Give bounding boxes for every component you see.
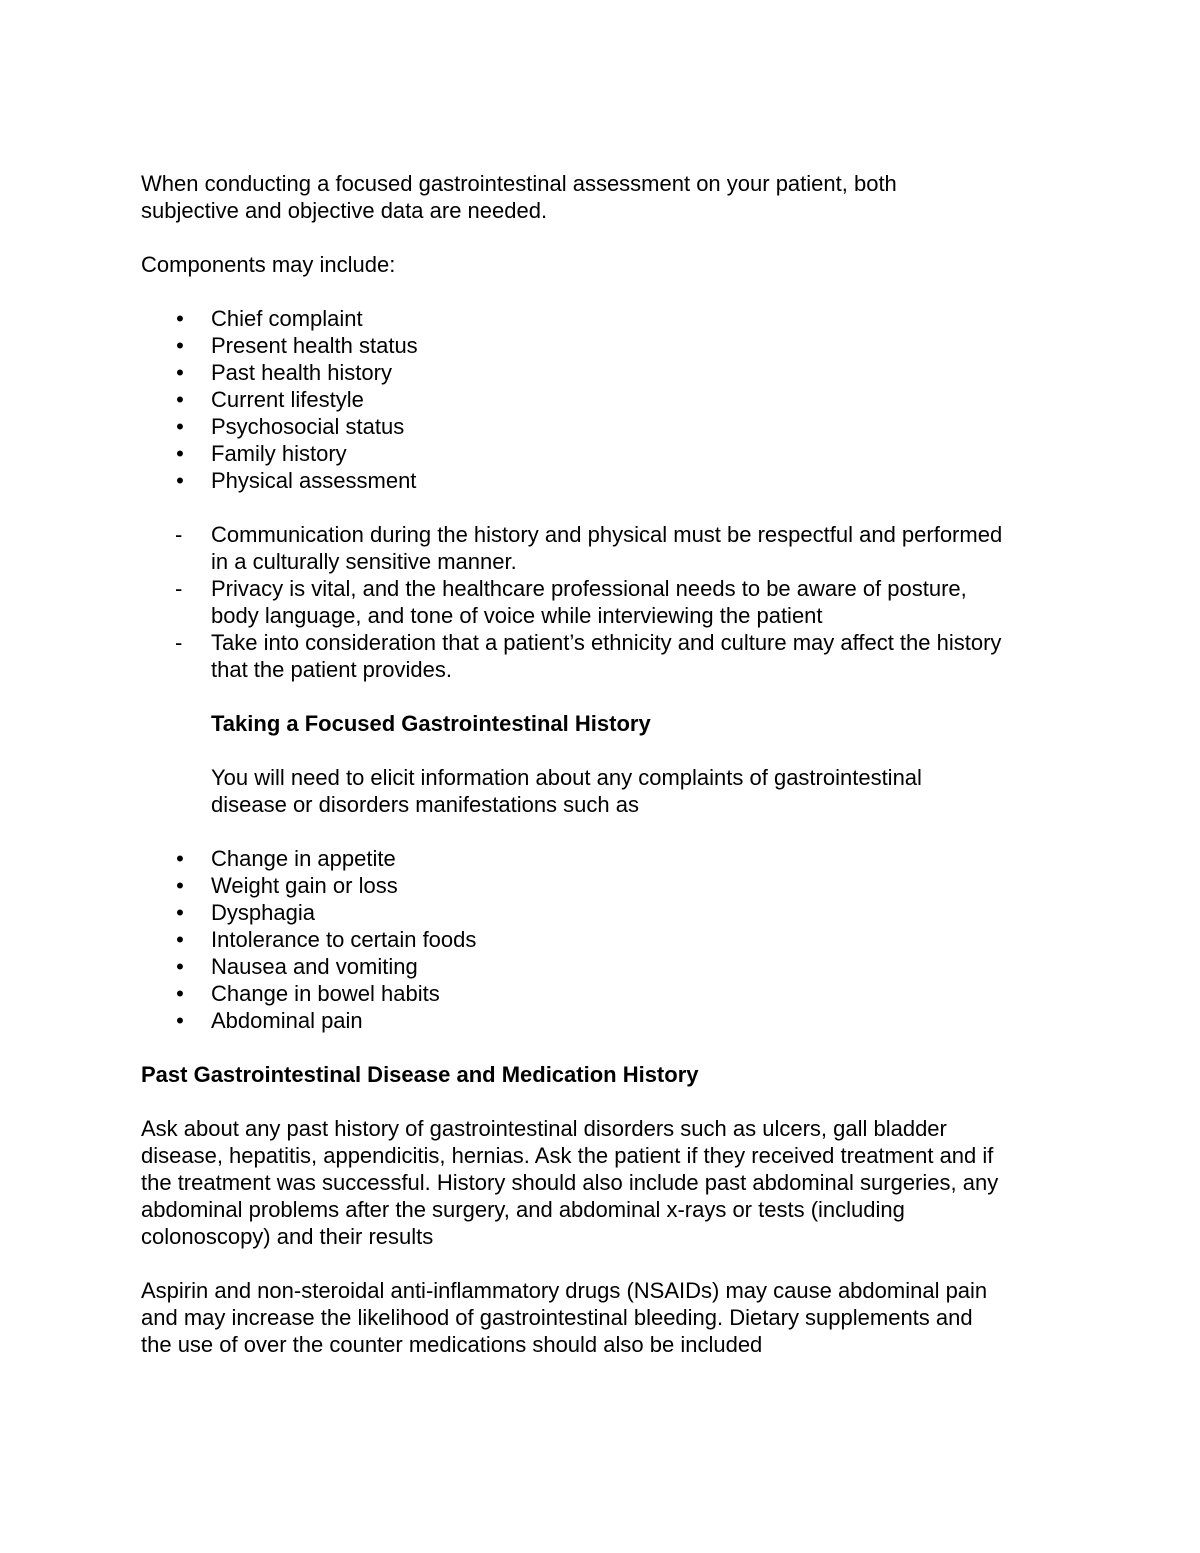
bullet-icon: •: [176, 954, 184, 979]
dash-icon: -: [175, 630, 183, 655]
section-paragraph: You will need to elicit information about any complaints of gastrointestinal disease or disorders manifestations such as: [211, 765, 922, 817]
components-list: [141, 305, 1081, 494]
list-item: • Past health history: [141, 359, 1081, 386]
list-item: • Weight gain or loss: [141, 872, 1081, 899]
section-heading: Taking a Focused Gastrointestinal History: [211, 711, 651, 736]
bullet-icon: •: [176, 873, 184, 898]
document-page: [141, 170, 1081, 1358]
note-item: - Privacy is vital, and the healthcare professional needs to be aware of posture, body language, and tone of voice while interviewing the patient: [175, 576, 967, 628]
bullet-icon: •: [176, 927, 184, 952]
list-item: • Dysphagia: [141, 899, 1081, 926]
list-item: • Family history: [141, 440, 1081, 467]
components-label: Components may include:: [141, 252, 396, 277]
list-item: • Nausea and vomiting: [141, 953, 1081, 980]
bullet-icon: •: [176, 387, 184, 412]
manifestations-list: [141, 845, 1081, 1034]
history-paragraph: Ask about any past history of gastrointestinal disorders such as ulcers, gall bladder disease, hepatitis, appendicitis, hernias. Ask the patient if they received treatment and if the treatment was successful. History should also include past abdominal surgeries, any abdominal problems after the surgery, and abdominal x-rays or tests (including colonoscopy) and their results: [141, 1116, 999, 1249]
note-item: - Communication during the history and physical must be respectful and performed in a culturally sensitive manner.: [175, 522, 1003, 574]
bullet-icon: •: [176, 441, 184, 466]
bullet-icon: •: [176, 1008, 184, 1033]
bullet-icon: •: [176, 846, 184, 871]
bullet-icon: •: [176, 306, 184, 331]
list-item: • Current lifestyle: [141, 386, 1081, 413]
intro-paragraph: [141, 170, 1081, 224]
bullet-icon: •: [176, 981, 184, 1006]
bullet-icon: •: [176, 333, 184, 358]
dash-icon: -: [175, 576, 183, 601]
list-item: • Intolerance to certain foods: [141, 926, 1081, 953]
list-item: • Change in appetite: [141, 845, 1081, 872]
list-item: • Chief complaint: [141, 305, 1081, 332]
bullet-icon: •: [176, 414, 184, 439]
intro-line: subjective and objective data are needed.: [141, 198, 548, 223]
notes-list: [141, 521, 1081, 683]
bullet-icon: •: [176, 468, 184, 493]
list-item: • Abdominal pain: [141, 1007, 1081, 1034]
list-item: • Present health status: [141, 332, 1081, 359]
section-heading: Past Gastrointestinal Disease and Medication History: [141, 1062, 699, 1087]
intro-line: When conducting a focused gastrointestinal assessment on your patient, both: [141, 171, 897, 196]
list-item: • Physical assessment: [141, 467, 1081, 494]
medication-paragraph: Aspirin and non-steroidal anti-inflammatory drugs (NSAIDs) may cause abdominal pain and may increase the likelihood of gastrointestinal bleeding. Dietary supplements and the use of over the counter medications should also be included: [141, 1278, 988, 1357]
dash-icon: -: [175, 522, 183, 547]
note-item: - Take into consideration that a patient’s ethnicity and culture may affect the history that the patient provides.: [175, 630, 1002, 682]
list-item: • Change in bowel habits: [141, 980, 1081, 1007]
list-item: • Psychosocial status: [141, 413, 1081, 440]
bullet-icon: •: [176, 360, 184, 385]
bullet-icon: •: [176, 900, 184, 925]
